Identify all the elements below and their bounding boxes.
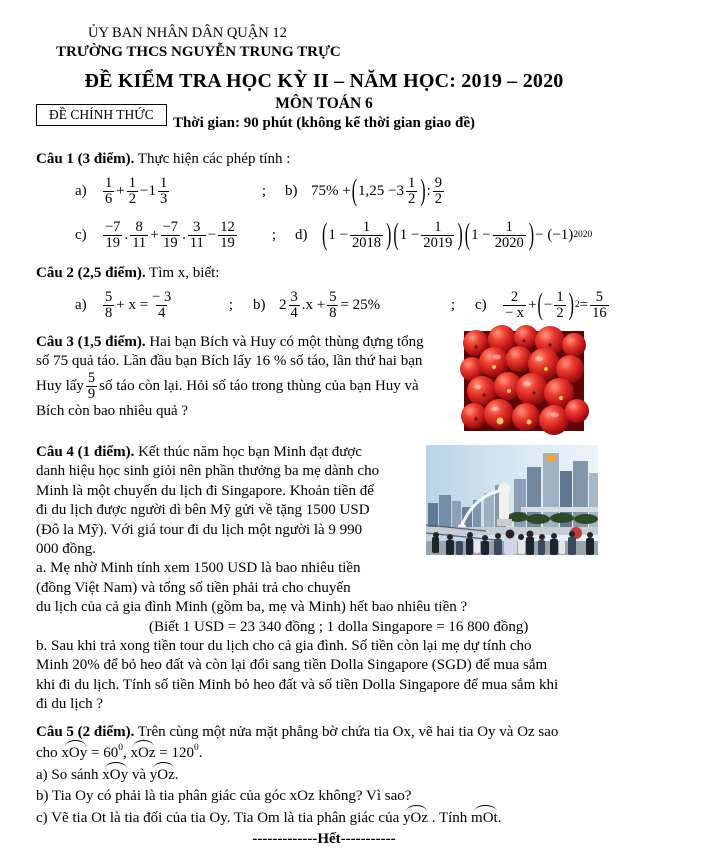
q4-line: Minh 20% để bỏ heo đất và còn lại đổi sang tiền Dolla Singapore (SGD) để mua sắm: [36, 657, 548, 674]
q2-expression-c: 2 − x + ( − 1 2 ) 2 = 5 16: [505, 288, 607, 322]
question-5: [36, 722, 612, 830]
q4-line: (Đô la Mỹ). Với giá tour đi du lịch một người là 9 990: [36, 521, 363, 538]
separator: ;: [261, 182, 267, 199]
exam-type-box: ĐỀ CHÍNH THỨC: [36, 104, 167, 126]
question-3: [36, 333, 612, 434]
q3-line: Huy lấy 5 9 số táo còn lại. Hỏi số táo trong thùng của bạn Huy và: [36, 370, 419, 402]
separator: ;: [271, 226, 277, 243]
q2-item-a-label: a): [75, 296, 87, 313]
q1-heading: [36, 150, 612, 169]
q2-item-b-label: b): [253, 296, 266, 313]
q1-prompt: Thực hiện các phép tính :: [134, 151, 291, 167]
q4-line: Minh là một chuyến du lịch đi Singapore. Khoản tiền để: [36, 482, 374, 499]
q2-label: Câu 2 (2,5 điểm).: [36, 265, 146, 281]
q2-item-c-label: c): [475, 296, 487, 313]
q4-line: b. Sau khi trả xong tiền tour du lịch cho cả gia đình. Số tiền còn lại mẹ dự tính cho: [36, 638, 532, 655]
separator: ;: [450, 296, 456, 313]
q2-expression-a: 5 8 + x = − 3 4: [105, 288, 172, 321]
q5-label: Câu 5 (2 điểm).: [36, 723, 135, 740]
q3-line: Bích còn bao nhiêu quả ?: [36, 403, 189, 419]
q4-line: [36, 443, 426, 462]
q1-item-b-label: b): [285, 182, 298, 199]
q2-prompt: Tìm x, biết:: [145, 265, 220, 281]
q5-line: b) Tia Oy có phải là tia phân giác của góc xOz không? Vì sao?: [36, 788, 412, 805]
q4-line: đi du lịch được người dì bên Mỹ gửi về tặng 1500 USD: [36, 502, 370, 519]
question-1: [36, 150, 612, 257]
q1-row-ab: [36, 169, 612, 213]
q5-line: c) Vẽ tia Ot là tia đối của tia Oy. Tia Om là tia phân giác của yOz . Tính mOt.: [36, 808, 612, 830]
q1-row-cd: [36, 213, 612, 257]
question-4: [36, 443, 612, 715]
q5-line: cho xOy = $60^0$, xOz = $120^0$.: [36, 743, 612, 765]
q5-text: Trên cùng một nửa mặt phẳng bờ chứa tia Ox, vẽ hai tia Oy và Oz sao: [134, 723, 559, 740]
apples-photo: [464, 331, 584, 431]
q1-item-d-label: d): [295, 226, 308, 243]
q1-expression-a: 1 6 + 1 2 − 1 1 3: [105, 174, 168, 207]
duration-line: Thời gian: 90 phút (không kể thời gian giao đề): [172, 115, 476, 131]
singapore-photo: [426, 445, 598, 555]
q4-line: (đồng Việt Nam) và tổng số tiền phải trả cho chuyến: [36, 579, 351, 596]
q2-row-abc: [36, 283, 612, 327]
question-2: [36, 264, 612, 327]
q2-heading: [36, 264, 612, 283]
q4-exchange-rate-note: (Biết 1 USD = 23 340 đồng ; 1 dolla Singapore = 16 800 đồng): [149, 618, 529, 635]
q4-line: đi du lịch ?: [36, 696, 104, 713]
q4-line: du lịch của cả gia đình Minh (gồm ba, mẹ và Minh) hết bao nhiêu tiền ?: [36, 599, 468, 616]
org-line-2: TRƯỜNG THCS NGUYỄN TRUNG TRỰC: [56, 44, 341, 60]
q2-expression-b: 2 3 4 .x + 5 8 = 25%: [279, 288, 381, 321]
q3-label: Câu 3 (1,5 điểm).: [36, 334, 146, 350]
q4-line: 000 đồng.: [36, 541, 96, 558]
org-line-1: ỦY BAN NHÂN DÂN QUẬN 12: [88, 25, 287, 41]
q3-line: [36, 333, 460, 352]
q1-expression-c: −7 19 . 8 11 + −7 19 . 3 11 − 12 19: [105, 218, 235, 251]
q4-text: Kết thúc năm học bạn Minh đạt được: [134, 444, 363, 460]
exam-title: ĐỀ KIỂM TRA HỌC KỲ II – NĂM HỌC: 2019 – 2020: [84, 70, 564, 92]
q1-item-c-label: c): [75, 226, 87, 243]
q5-line: a) So sánh xOy và yOz.: [36, 765, 612, 787]
q1-item-a-label: a): [75, 182, 87, 199]
q1-expression-d: ( 1 − 1 2018 ) ( 1 − 1 2019 ) ( 1 − 1 2020 ) − (−1) 2020: [322, 218, 593, 252]
separator: ;: [228, 296, 234, 313]
q3-line: số 75 quả táo. Lần đầu bạn Bích lấy 16 % số táo, lần thứ hai bạn: [36, 353, 423, 369]
subject-line: MÔN TOÁN 6: [275, 95, 373, 112]
q4-label: Câu 4 (1 điểm).: [36, 444, 135, 460]
q5-line: [36, 722, 612, 744]
q4-line: khi đi du lịch. Tính số tiền Minh bỏ heo đất và số tiền Dolla Singapore để mua sắm khi: [36, 676, 559, 693]
q1-expression-b: 75% + ( 1,25 − 3 1 2 ) : 9 2: [311, 174, 443, 208]
exam-subhead: [36, 95, 612, 139]
q3-text: Hai bạn Bích và Huy có một thùng đựng tổng: [145, 334, 424, 350]
end-marker: -------------Hết-----------: [252, 831, 396, 848]
q4-line: danh hiệu học sinh giỏi nên phần thưởng ba mẹ dành cho: [36, 463, 380, 480]
q4-line: a. Mẹ nhờ Minh tính xem 1500 USD là bao nhiêu tiền: [36, 560, 361, 577]
q1-label: Câu 1 (3 điểm).: [36, 151, 135, 167]
